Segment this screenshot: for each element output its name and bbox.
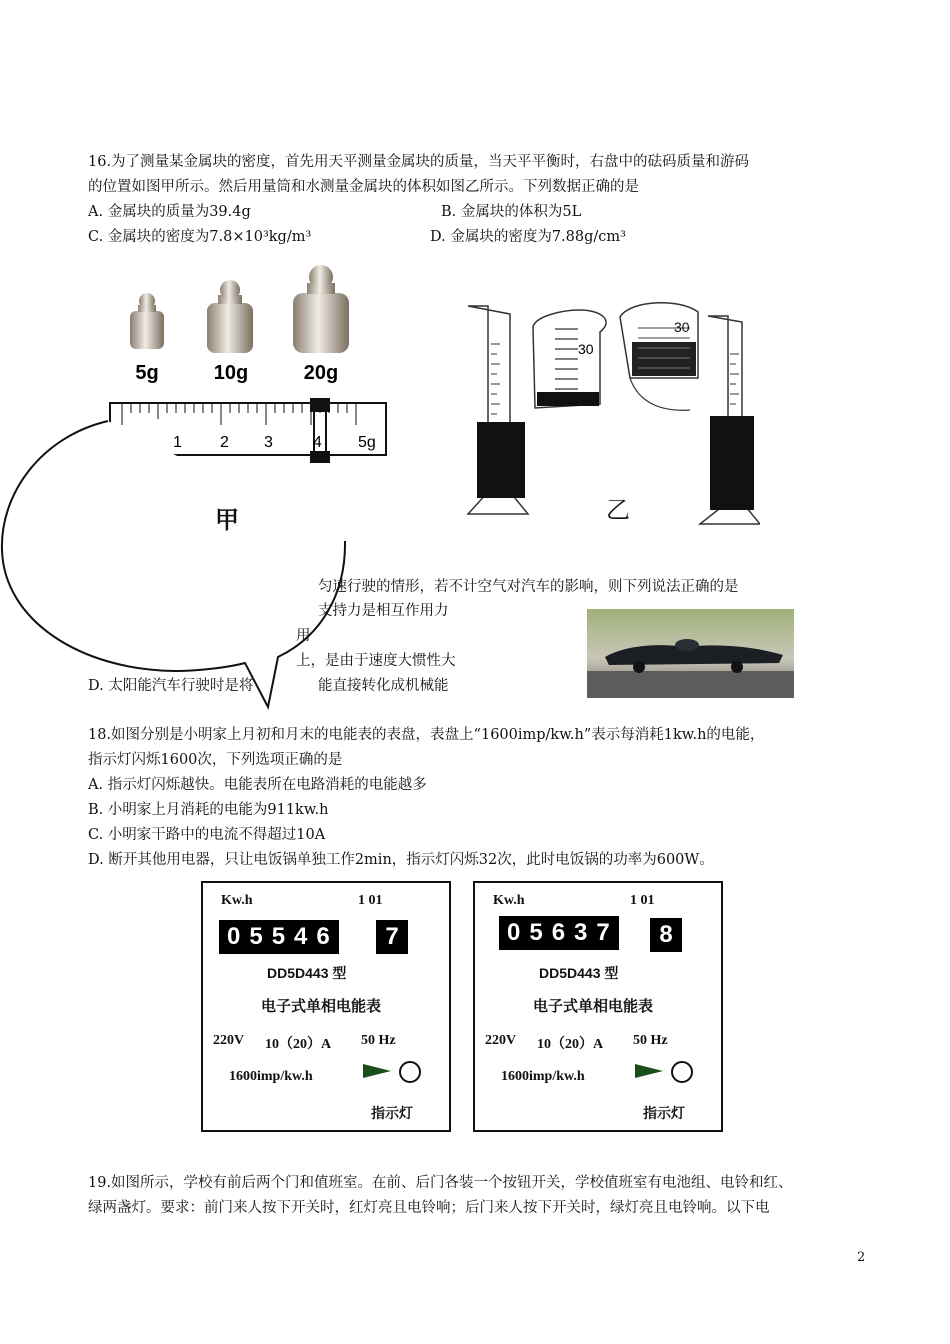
q17-option-d-tail: 能直接转化成机械能 (318, 678, 449, 694)
meter-frequency: 50 Hz (361, 1033, 396, 1048)
q17-option-a-tail: 支持力是相互作用力 (318, 603, 449, 619)
scale-tick-2: 2 (220, 434, 229, 451)
meter-digits: 05637 (499, 916, 619, 950)
scale-tick-5g: 5g (358, 434, 376, 451)
q17-option-c-tail: 上，是由于速度大惯性大 (296, 653, 456, 669)
q16-option-b: B. 金属块的体积为5L (441, 204, 582, 220)
yi-mark-left: 30 (578, 341, 594, 357)
meter-last-digit: 7 (376, 920, 408, 954)
meter-imp: 1600imp/kw.h (501, 1069, 585, 1084)
meter-voltage: 220V (213, 1033, 245, 1048)
meter-code: 1 01 (358, 893, 383, 908)
q17-stem-line1: 匀速行驶的情形，若不计空气对汽车的影响，则下列说法正确的是 (318, 579, 739, 595)
solar-car-photo (587, 609, 794, 698)
meter-model: DD5D443 型 (267, 965, 347, 981)
q19-stem-line2: 绿两盏灯。要求：前门来人按下开关时，红灯亮且电铃响；后门来人按下开关时，绿灯亮且电铃响。以下电 (88, 1200, 770, 1216)
scale-tick-4: 4 (313, 434, 322, 451)
weight-5g-icon (130, 293, 164, 349)
meter-code: 1 01 (630, 893, 655, 908)
weight-10g-icon (207, 280, 253, 353)
weight-20g-icon (293, 265, 349, 353)
q17-option-d-head: D. 太阳能汽车行驶时是将 (88, 678, 254, 694)
weight-5g-label: 5g (135, 362, 159, 384)
page-number: 2 (857, 1250, 866, 1265)
scale-tick-3: 3 (264, 434, 273, 451)
meter-digits: 05546 (219, 920, 339, 954)
q19-stem-line1: 19.如图所示，学校有前后两个门和值班室。在前、后门各装一个按钮开关，学校值班室有电池组、电铃和红、 (88, 1175, 793, 1191)
indicator-light-icon (671, 1061, 693, 1083)
q16-option-d: D. 金属块的密度为7.88g/cm³ (430, 229, 626, 245)
q17-option-b-tail: 用 (296, 628, 311, 644)
scale-tick-1: 1 (173, 434, 182, 451)
q18-stem-line1: 18.如图分别是小明家上月初和月末的电能表的表盘，表盘上“1600imp/kw.h”表示每消耗1kw.h的电能， (88, 727, 765, 743)
meter-last-digit: 8 (650, 918, 682, 952)
q16-stem-line2: 的位置如图甲所示。然后用量筒和水测量金属块的体积如图乙所示。下列数据正确的是 (88, 179, 639, 195)
q16-stem-line1: 16.为了测量某金属块的密度，首先用天平测量金属块的质量，当天平平衡时，右盘中的砝码质量和游码 (88, 154, 750, 170)
meter-name: 电子式单相电能表 (261, 999, 382, 1015)
meter-indicator-label: 指示灯 (643, 1107, 685, 1122)
figure-yi-label: 乙 (606, 496, 630, 524)
electric-meter-end (473, 881, 723, 1132)
meter-indicator-label: 指示灯 (371, 1107, 413, 1122)
q18-stem-line2: 指示灯闪烁1600次，下列选项正确的是 (88, 752, 343, 768)
indicator-arrow-icon (635, 1064, 663, 1078)
meter-name: 电子式单相电能表 (533, 999, 654, 1015)
weight-10g-label: 10g (213, 362, 249, 384)
indicator-light-icon (399, 1061, 421, 1083)
weight-20g-label: 20g (303, 362, 339, 384)
meter-frequency: 50 Hz (633, 1033, 668, 1048)
q18-option-a: A. 指示灯闪烁越快。电能表所在电路消耗的电能越多 (88, 777, 427, 793)
q18-option-b: B. 小明家上月消耗的电能为911kw.h (88, 802, 329, 818)
meter-imp: 1600imp/kw.h (229, 1069, 313, 1084)
meter-model: DD5D443 型 (539, 965, 619, 981)
meter-current: 10（20）A (265, 1037, 332, 1052)
electric-meter-start (201, 881, 451, 1132)
meter-unit: Kw.h (493, 893, 525, 908)
meter-current: 10（20）A (537, 1037, 604, 1052)
meter-unit: Kw.h (221, 893, 253, 908)
meter-voltage: 220V (485, 1033, 517, 1048)
q18-option-c: C. 小明家干路中的电流不得超过10A (88, 827, 326, 843)
yi-mark-right: 30 (674, 319, 690, 335)
q18-option-d: D. 断开其他用电器，只让电饭锅单独工作2min，指示灯闪烁32次，此时电饭锅的功率为600W。 (88, 852, 714, 868)
q16-option-a: A. 金属块的质量为39.4g (88, 204, 251, 220)
q16-option-c: C. 金属块的密度为7.8×10³kg/m³ (88, 229, 312, 245)
figure-jia-label: 甲 (215, 505, 239, 534)
rider-top (310, 398, 330, 412)
indicator-arrow-icon (363, 1064, 391, 1078)
